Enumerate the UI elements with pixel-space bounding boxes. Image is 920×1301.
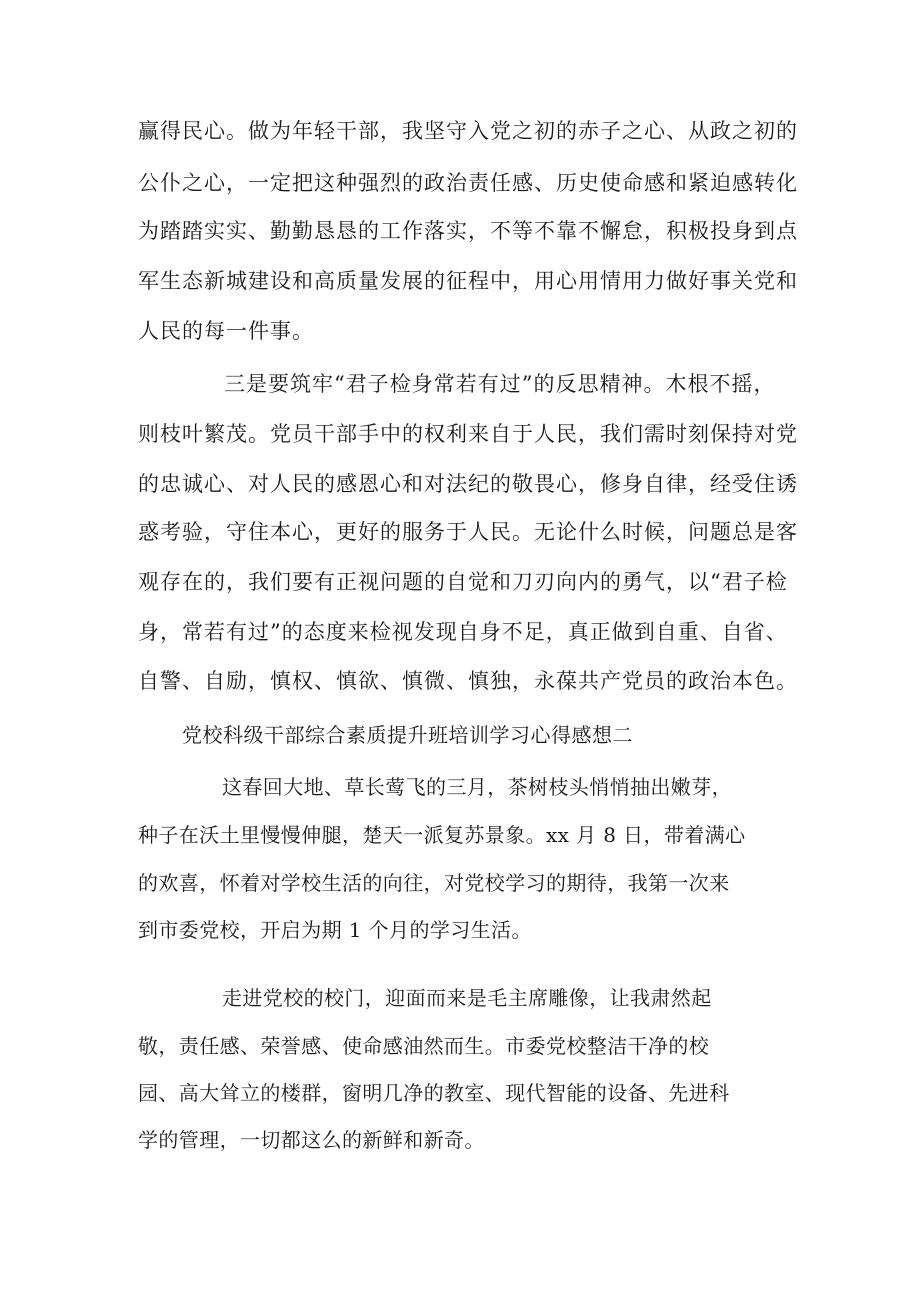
paragraph-2-line-7: 自警、自励，慎权、慎欲、慎微、慎独，永葆共产党员的政治本色。 [138, 669, 798, 693]
paragraph-4-line-4: 学的管理，一切都这么的新鲜和新奇。 [138, 1128, 485, 1152]
section-heading: 党校科级干部综合素质提升班培训学习心得感想二 [182, 723, 633, 747]
paragraph-1-line-2: 公仆之心，一定把这种强烈的政治责任感、历史使命感和紧迫感转化 [138, 171, 798, 195]
paragraph-4-line-1: 走进党校的校门，迎面而来是毛主席雕像，让我肃然起 [222, 986, 712, 1010]
paragraph-2-line-4: 惑考验，守住本心，更好的服务于人民。无论什么时候，问题总是客 [138, 520, 798, 544]
paragraph-1-line-1: 赢得民心。做为年轻干部，我坚守入党之初的赤子之心、从政之初的 [138, 119, 798, 143]
paragraph-2-line-5: 观存在的，我们要有正视问题的自觉和刀刃向内的勇气，以“君子检 [138, 570, 788, 594]
paragraph-3-line-3: 的欢喜，怀着对学校生活的向往，对党校学习的期待，我第一次来 [138, 871, 730, 895]
paragraph-3-line-2: 种子在沃土里慢慢伸腿，楚天一派复苏景象。xx 月 8 日，带着满心 [138, 823, 746, 847]
paragraph-2-line-1: 三是要筑牢“君子检身常若有过”的反思精神。木根不摇， [224, 372, 776, 396]
paragraph-3-line-4: 到市委党校，开启为期 1 个月的学习生活。 [138, 918, 532, 942]
paragraph-3-line-1: 这春回大地、草长莺飞的三月，茶树枝头悄悄抽出嫩芽， [222, 775, 732, 799]
paragraph-1-line-3: 为踏踏实实、勤勤恳恳的工作落实，不等不靠不懈怠，积极投身到点 [138, 219, 798, 243]
paragraph-4-line-3: 园、高大耸立的楼群，窗明几净的教室、现代智能的设备、先进科 [138, 1081, 730, 1105]
paragraph-2-line-6: 身，常若有过”的态度来检视发现自身不足，真正做到自重、自省、 [138, 620, 788, 644]
paragraph-2-line-2: 则枝叶繁茂。党员干部手中的权利来自于人民，我们需时刻保持对党 [138, 422, 798, 446]
paragraph-1-line-4: 军生态新城建设和高质量发展的征程中，用心用情用力做好事关党和 [138, 269, 798, 293]
paragraph-1-line-5: 人民的每一件事。 [138, 319, 314, 343]
paragraph-4-line-2: 敬，责任感、荣誉感、使命感油然而生。市委党校整洁干净的校 [138, 1034, 710, 1058]
paragraph-2-line-3: 的忠诚心、对人民的感恩心和对法纪的敬畏心，修身自律，经受住诱 [138, 472, 798, 496]
